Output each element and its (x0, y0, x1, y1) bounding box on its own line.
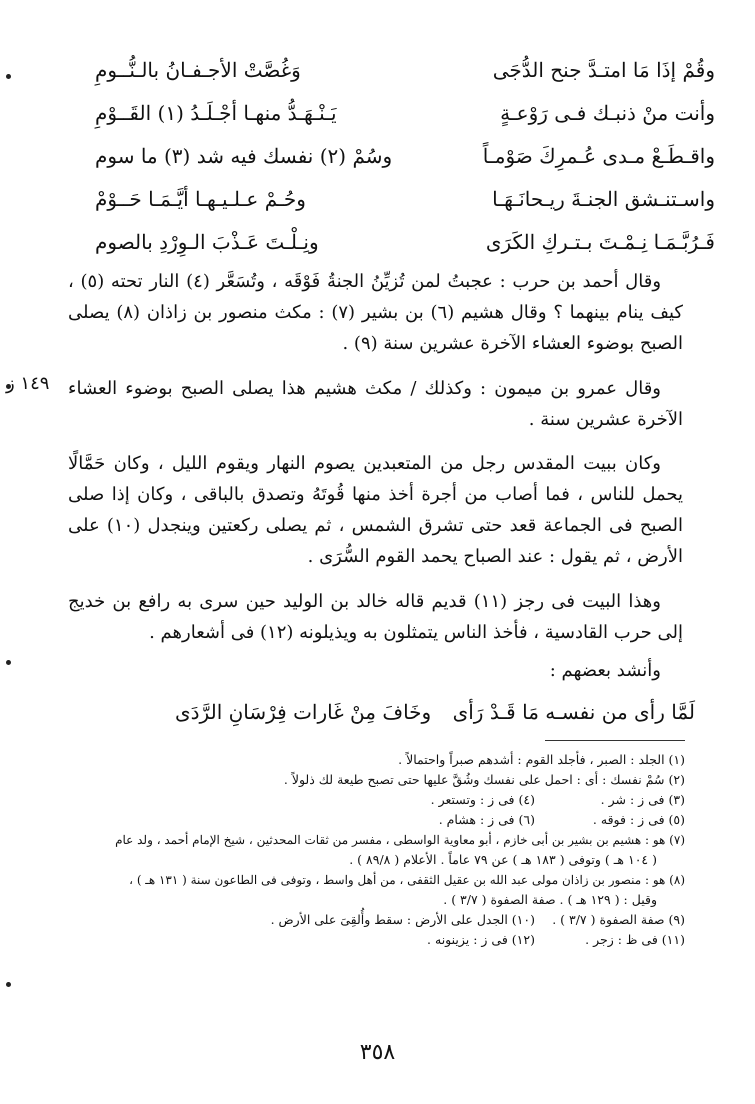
paragraph-rajaz-verse (68, 586, 683, 648)
footnote-continuation (65, 890, 685, 910)
footnote-text: ( ١٠٤ هـ ) وتوفى ( ١٨٣ هـ ) عن ٧٩ عاماً . الأعلام ( ٨٩/٨ ) . (349, 852, 657, 867)
footnote-separator (545, 740, 685, 741)
verse-second-hemistich: وسُمْ (٢) نفسك فيه شد (٣) ما سوم (95, 144, 393, 168)
poem-intro-text: وأنشد بعضهم : (549, 660, 661, 681)
verse-first-hemistich: وأنت منْ ذنبـك فـى رَوْعـةٍ (500, 101, 715, 125)
footnote (65, 830, 685, 850)
verse-second-hemistich: ونِـلْـتَ عَـذْبَ الـوِرْدِ بالصوم (95, 230, 319, 254)
margin-dot (6, 982, 11, 987)
footnote-text: (١١) فى ظ : زجر . (585, 932, 685, 947)
verse (95, 101, 715, 144)
verse-second-hemistich: وحُـمْ عـلـيـهـا أيَّـمَـا حَــوْمْ (95, 187, 306, 211)
poem-verses (95, 58, 715, 273)
manuscript-folio-marker: ١٤٩ ز (6, 373, 50, 394)
footnote-text: وقيل : ( ١٢٩ هـ ) . صفة الصفوة ( ٣/٧ ) . (443, 892, 657, 907)
verse-first-hemistich: واقـطَـعْ مـدى عُـمرِكَ صَوْمـاً (482, 144, 715, 168)
paragraph-ahmad-ibn-harb (68, 266, 683, 359)
verse-first-hemistich: لَمَّا رأى من نفسـه مَا قَـدْ رَأى (452, 700, 695, 724)
verse-second-hemistich: يَـنْـهَـدُّ منهـا أجْـلَـدُ (١) القَــوْمِ (95, 101, 337, 125)
paragraph-text: وهذا البيت فى رجز (١١) قديم قاله خالد بن الوليد حين سرى به رافع بن خديج إلى حرب القادسية ، فأخذ الناس يتمثلون به ويذيلونه (١٢) فى أشعارهم . (68, 591, 683, 643)
footnote-pair (65, 790, 685, 810)
paragraph-text: وقال أحمد بن حرب : عجبتُ لمن تُزيِّنُ الجنةُ فَوْقَه ، وتُسَعَّر (٤) النار تحته (٥) ، كيف ينام بينهما ؟ وقال هشيم (٦) بن بشير (٧) : مكث منصور بن زاذان (٨) يصلى الصبح بوضوء العشاء الآخرة عشرين سنة (٩) . (68, 271, 683, 354)
footnote-text: (٣) فى ز : شر . (600, 792, 685, 807)
footnote-text: (٤) فى ز : وتستعر . (430, 792, 535, 807)
footnote-text: (٨) هو : منصور بن زاذان مولى عبد الله بن عقيل الثقفى ، من أهل واسط ، وتوفى فى الطاعون سنة ( ١٣١ هـ ) ، (129, 873, 685, 887)
footnote-text: (١٠) الجدل على الأرض : سقط وأُلقِىَ على الأرض . (270, 912, 535, 927)
footnote-pair (65, 910, 685, 930)
poem-verse-2 (95, 700, 715, 743)
verse-first-hemistich: وقُمْ إذَا مَا امتـدَّ جنح الدُّجَى (492, 58, 715, 82)
paragraph-text: وقال عمرو بن ميمون : وكذلك / مكث هشيم هذا يصلى الصبح بوضوء العشاء الآخرة عشرين سنة . (68, 378, 683, 430)
footnote-text: (٧) هو : هشيم بن بشير بن أبى خازم ، أبو معاوية الواسطى ، مفسر من ثقات المحدثين ، شيخ الإمام أحمد ، ولد عام (115, 833, 685, 847)
footnote (65, 750, 685, 770)
verse-second-hemistich: وَغُصَّتْ الأجـفـانُ بالـنُّــومِ (95, 58, 301, 82)
verse-first-hemistich: واسـتنـشق الجنـةَ ريـحانَـهَـا (492, 187, 715, 211)
poem-intro (68, 655, 683, 686)
verse-first-hemistich: فَـرُبَّـمَـا نِـمْـتَ بـتـركِ الكَرَى (485, 230, 715, 254)
footnote-text: (١) الجلد : الصبر ، فأجلد القوم : أشدهم صبراً واحتمالاً . (398, 752, 685, 767)
paragraph-amr-ibn-maymun (68, 373, 683, 435)
verse-second-hemistich: وخَافَ مِنْ غَارات فِرْسَانِ الرَّدَى (175, 700, 432, 724)
paragraph-text: وكان ببيت المقدس رجل من المتعبدين يصوم النهار ويقوم الليل ، وكان حَمَّالًا يحمل للناس ، فما أصاب من أجرة أخذ منها قُوتَهُ وتصدق بالباقى ، وكان إذا صلى الصبح فى الجماعة قعد حتى تشرق الشمس ، ثم يصلى ركعتين وينجدل (١٠) على الأرض ، ثم يقول : عند الصباح يحمد القوم السُّرَى . (68, 453, 683, 567)
footnote-pair (65, 930, 685, 950)
footnote-pair (65, 810, 685, 830)
footnote-continuation (65, 850, 685, 870)
footnote (65, 870, 685, 890)
footnote-text: (٢) سُمْ نفسك : أى : احمل على نفسك وشُقَّ عليها حتى تصبح طيعة لك ذلولاً . (283, 772, 685, 787)
paragraph-jerusalem-worshipper (68, 448, 683, 572)
verse (95, 144, 715, 187)
verse (95, 58, 715, 101)
verse (95, 700, 715, 743)
footnote-text: (٦) فى ز : هشام . (438, 812, 535, 827)
footnote (65, 770, 685, 790)
footnote-text: (١٢) فى ز : يزينونه . (427, 932, 535, 947)
footnote-text: (٩) صفة الصفوة ( ٣/٧ ) . (552, 912, 685, 927)
margin-dot (6, 74, 11, 79)
verse (95, 187, 715, 230)
footnote-text: (٥) فى ز : فوقه . (592, 812, 685, 827)
page-number: ٣٥٨ (359, 1040, 396, 1065)
footnotes (65, 750, 685, 950)
margin-dot (6, 660, 11, 665)
